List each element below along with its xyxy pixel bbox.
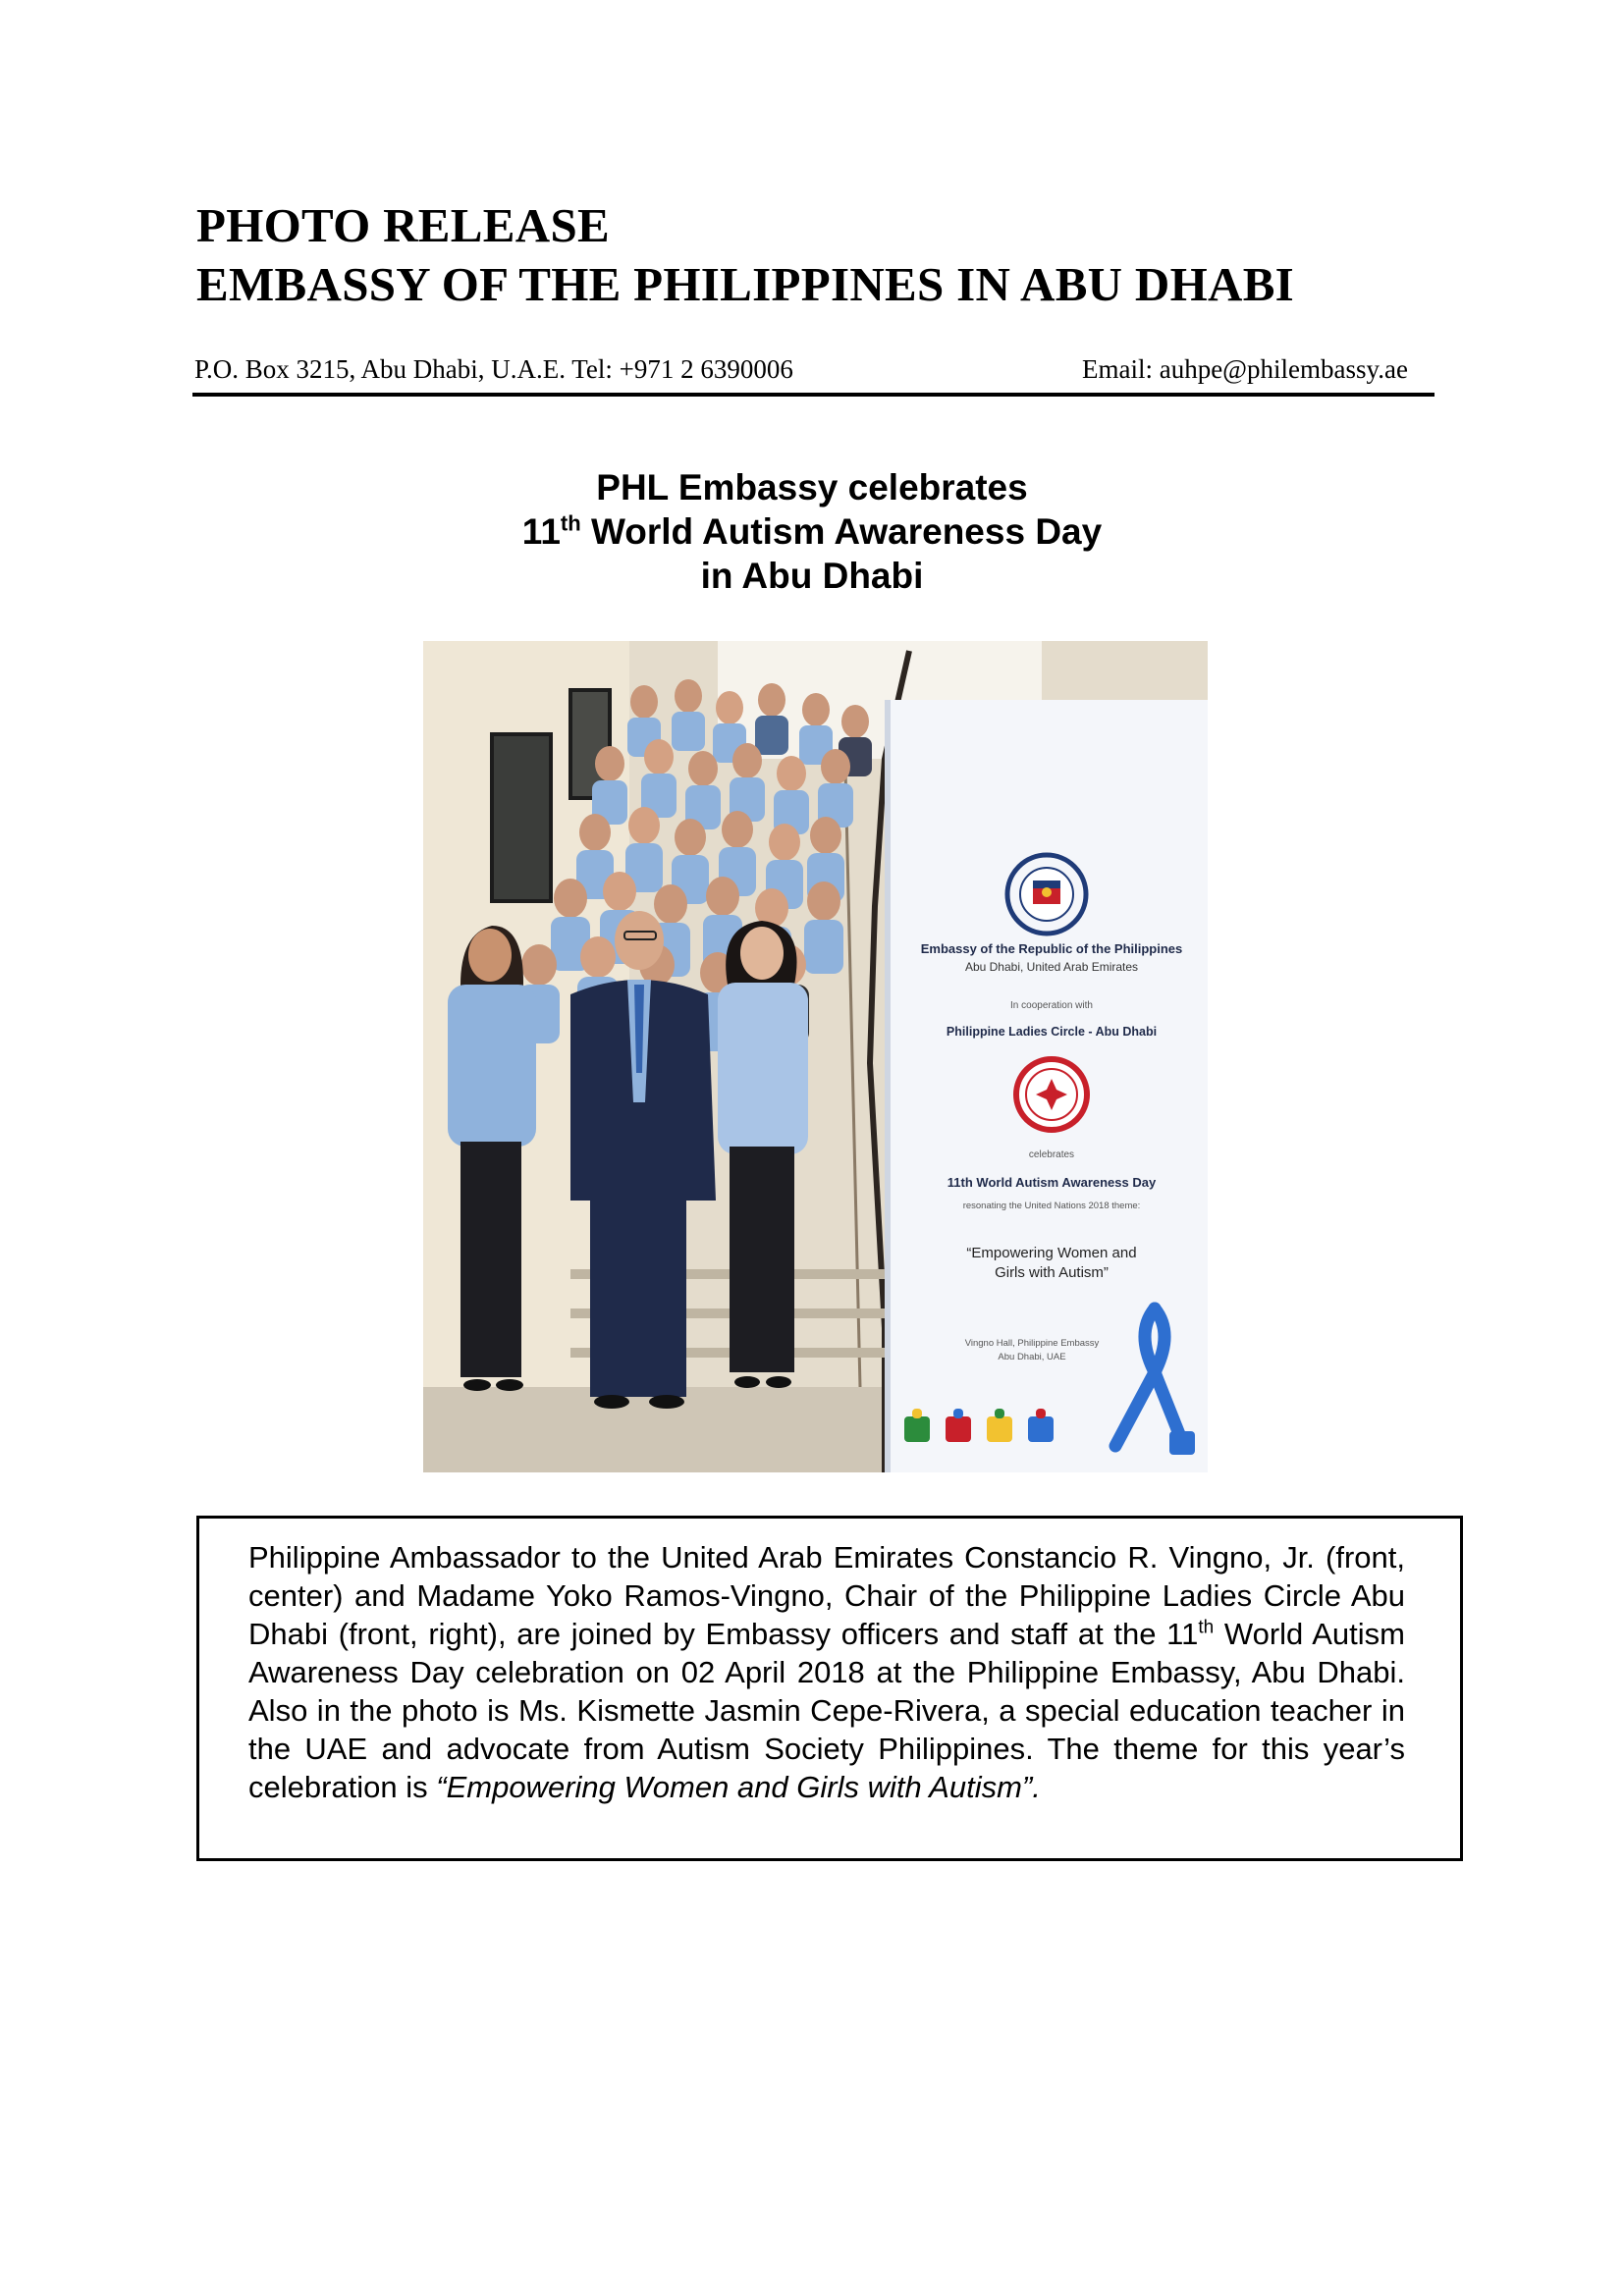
banner-theme-line2: Girls with Autism” bbox=[995, 1264, 1109, 1281]
caption-box bbox=[196, 1516, 1463, 1861]
headline-number: 11 bbox=[521, 511, 561, 552]
banner-resonating: resonating the United Nations 2018 theme: bbox=[962, 1201, 1141, 1211]
header-divider bbox=[192, 393, 1435, 397]
event-banner bbox=[885, 700, 1208, 1472]
headline-line2 bbox=[295, 509, 1329, 554]
contact-row bbox=[194, 351, 1408, 387]
group-photo-drawing bbox=[423, 641, 1208, 1472]
banner-partner: Philippine Ladies Circle - Abu Dhabi bbox=[946, 1025, 1158, 1039]
banner-venue-line2: Abu Dhabi, UAE bbox=[998, 1352, 1066, 1362]
headline-superscript: th bbox=[560, 510, 581, 536]
banner-location: Abu Dhabi, United Arab Emirates bbox=[964, 960, 1139, 974]
banner-celebrates: celebrates bbox=[1028, 1149, 1075, 1160]
ladies-circle-seal bbox=[1016, 1059, 1087, 1130]
caption-part1: Philippine Ambassador to the United Arab Emirates Constancio R. Vingno, Jr. (front, center) and Madame Yoko Ramos-Vingno, Chair of the Philippine Ladies Circle Abu Dhabi (front, right), are joined by Embassy officers and staff at the 11 bbox=[248, 1540, 1405, 1651]
group-photo bbox=[423, 641, 1208, 1472]
banner-coop: In cooperation with bbox=[1010, 1000, 1093, 1011]
banner-theme-line1: “Empowering Women and bbox=[966, 1245, 1137, 1261]
caption-part2: World Autism Awareness Day celebration on 02 April 2018 at the Philippine Embassy, Abu Dhabi. Also in the photo is Ms. Kismette Jasmin Cepe-Rivera, a special education teacher in the UAE and advocate from Autism Society Philippines. The theme for this year’s celebration is bbox=[248, 1617, 1405, 1804]
release-title-line1: PHOTO RELEASE bbox=[196, 198, 610, 252]
caption-text bbox=[248, 1538, 1405, 1806]
headline-line1: PHL Embassy celebrates bbox=[596, 467, 1028, 507]
banner-event: 11th World Autism Awareness Day bbox=[947, 1175, 1157, 1190]
headline bbox=[295, 465, 1329, 598]
caption-theme: “Empowering Women and Girls with Autism”. bbox=[436, 1770, 1041, 1804]
release-title bbox=[196, 196, 1294, 314]
embassy-seal bbox=[1007, 855, 1086, 934]
release-title-line2: EMBASSY OF THE PHILIPPINES IN ABU DHABI bbox=[196, 257, 1295, 311]
wall-painting-1 bbox=[492, 734, 551, 901]
caption-superscript: th bbox=[1198, 1617, 1215, 1638]
banner-venue-line1: Vingno Hall, Philippine Embassy bbox=[964, 1338, 1100, 1349]
headline-line3: in Abu Dhabi bbox=[700, 556, 924, 596]
banner-embassy: Embassy of the Republic of the Philippines bbox=[920, 941, 1183, 956]
address-text: P.O. Box 3215, Abu Dhabi, U.A.E. Tel: +971 2 6390006 bbox=[194, 354, 793, 384]
headline-line2-rest: World Autism Awareness Day bbox=[580, 511, 1103, 552]
email-text: Email: auhpe@philembassy.ae bbox=[1081, 354, 1408, 384]
